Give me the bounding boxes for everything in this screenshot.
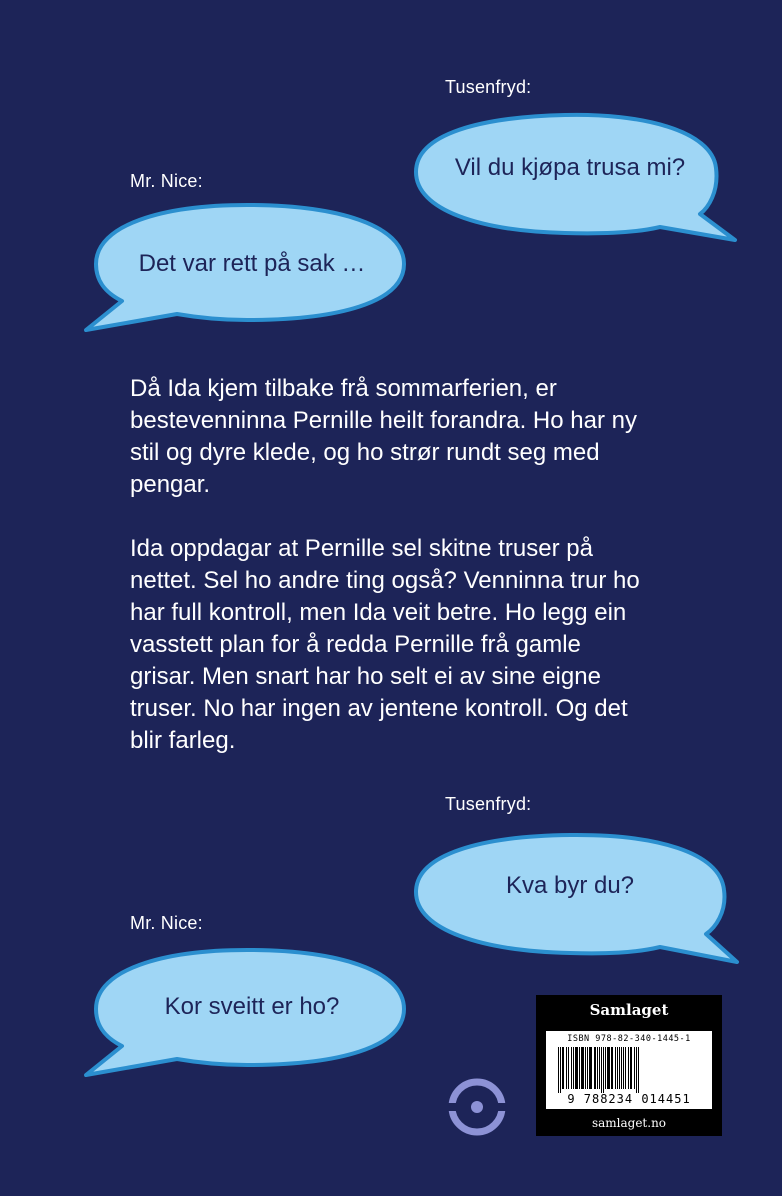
message-tusenfryd-top: Vil du kjøpa trusa mi?: [454, 154, 686, 181]
barcode-bar: [568, 1047, 569, 1089]
isbn-text: ISBN 978-82-340-1445-1: [567, 1034, 691, 1044]
barcode-bar: [573, 1047, 574, 1089]
message-mr-nice-bottom: Kor sveitt er ho?: [164, 993, 340, 1020]
publisher-url: samlaget.no: [591, 1116, 667, 1130]
barcode-bar: [579, 1047, 580, 1089]
barcode-bars: [558, 1047, 700, 1093]
barcode-bar: [585, 1047, 586, 1089]
barcode-digits: 9 788234 014451: [567, 1092, 691, 1106]
barcode-bar: [589, 1047, 592, 1089]
barcode-bar: [603, 1047, 604, 1093]
barcode-bar: [619, 1047, 620, 1089]
barcode-bar: [571, 1047, 572, 1089]
barcode-bar: [575, 1047, 578, 1089]
blurb-paragraph-2: Ida oppdagar at Pernille sel skitne truser på nettet. Sel ho andre ting også? Venninna trur ho har full kontroll, men Ida veit betre. Ho legg ein vasstett plan for å redda Pernille frå gamle grisar. Men snart har ho selt ei av sine eigne truser. No har ingen av jentene kontroll. Og det blir farleg.: [130, 535, 640, 754]
barcode-bar: [615, 1047, 616, 1089]
speaker-tusenfryd-bottom: Tusenfryd:: [445, 794, 532, 814]
publisher-logo: Samlaget: [589, 1001, 669, 1019]
barcode-label: [546, 1031, 712, 1109]
barcode-bar: [566, 1047, 567, 1089]
barcode-bar: [558, 1047, 559, 1093]
barcode-bar: [605, 1047, 606, 1089]
blurb-paragraph-1: Då Ida kjem tilbake frå sommarferien, er bestevenninna Pernille heilt forandra. Ho har ny stil og dyre klede, og ho strør rundt seg med pengar.: [130, 375, 637, 498]
barcode-bar: [607, 1047, 610, 1089]
barcode-bar: [594, 1047, 596, 1089]
target-circle-icon: [446, 1076, 508, 1138]
barcode-block: [536, 995, 722, 1136]
barcode-bar: [623, 1047, 624, 1089]
barcode-bar: [638, 1047, 639, 1093]
message-tusenfryd-bottom: Kva byr du?: [505, 872, 635, 899]
barcode-bar: [611, 1047, 613, 1089]
speaker-mr-nice-bottom: Mr. Nice:: [130, 913, 203, 933]
barcode-bar: [587, 1047, 588, 1089]
barcode-bar: [630, 1047, 632, 1089]
barcode-bar: [634, 1047, 635, 1089]
barcode-bar: [599, 1047, 600, 1089]
speaker-tusenfryd-top: Tusenfryd:: [445, 77, 532, 97]
speaker-mr-nice-top: Mr. Nice:: [130, 171, 203, 191]
barcode-bar: [621, 1047, 622, 1089]
barcode-bar: [601, 1047, 602, 1093]
barcode-bar: [625, 1047, 626, 1089]
barcode-bar: [617, 1047, 618, 1089]
barcode-bar: [597, 1047, 598, 1089]
barcode-bar: [636, 1047, 637, 1093]
barcode-bar: [560, 1047, 561, 1093]
barcode-bar: [562, 1047, 564, 1089]
message-mr-nice-top: Det var rett på sak …: [138, 250, 366, 277]
barcode-bar: [581, 1047, 584, 1089]
barcode-bar: [628, 1047, 629, 1089]
